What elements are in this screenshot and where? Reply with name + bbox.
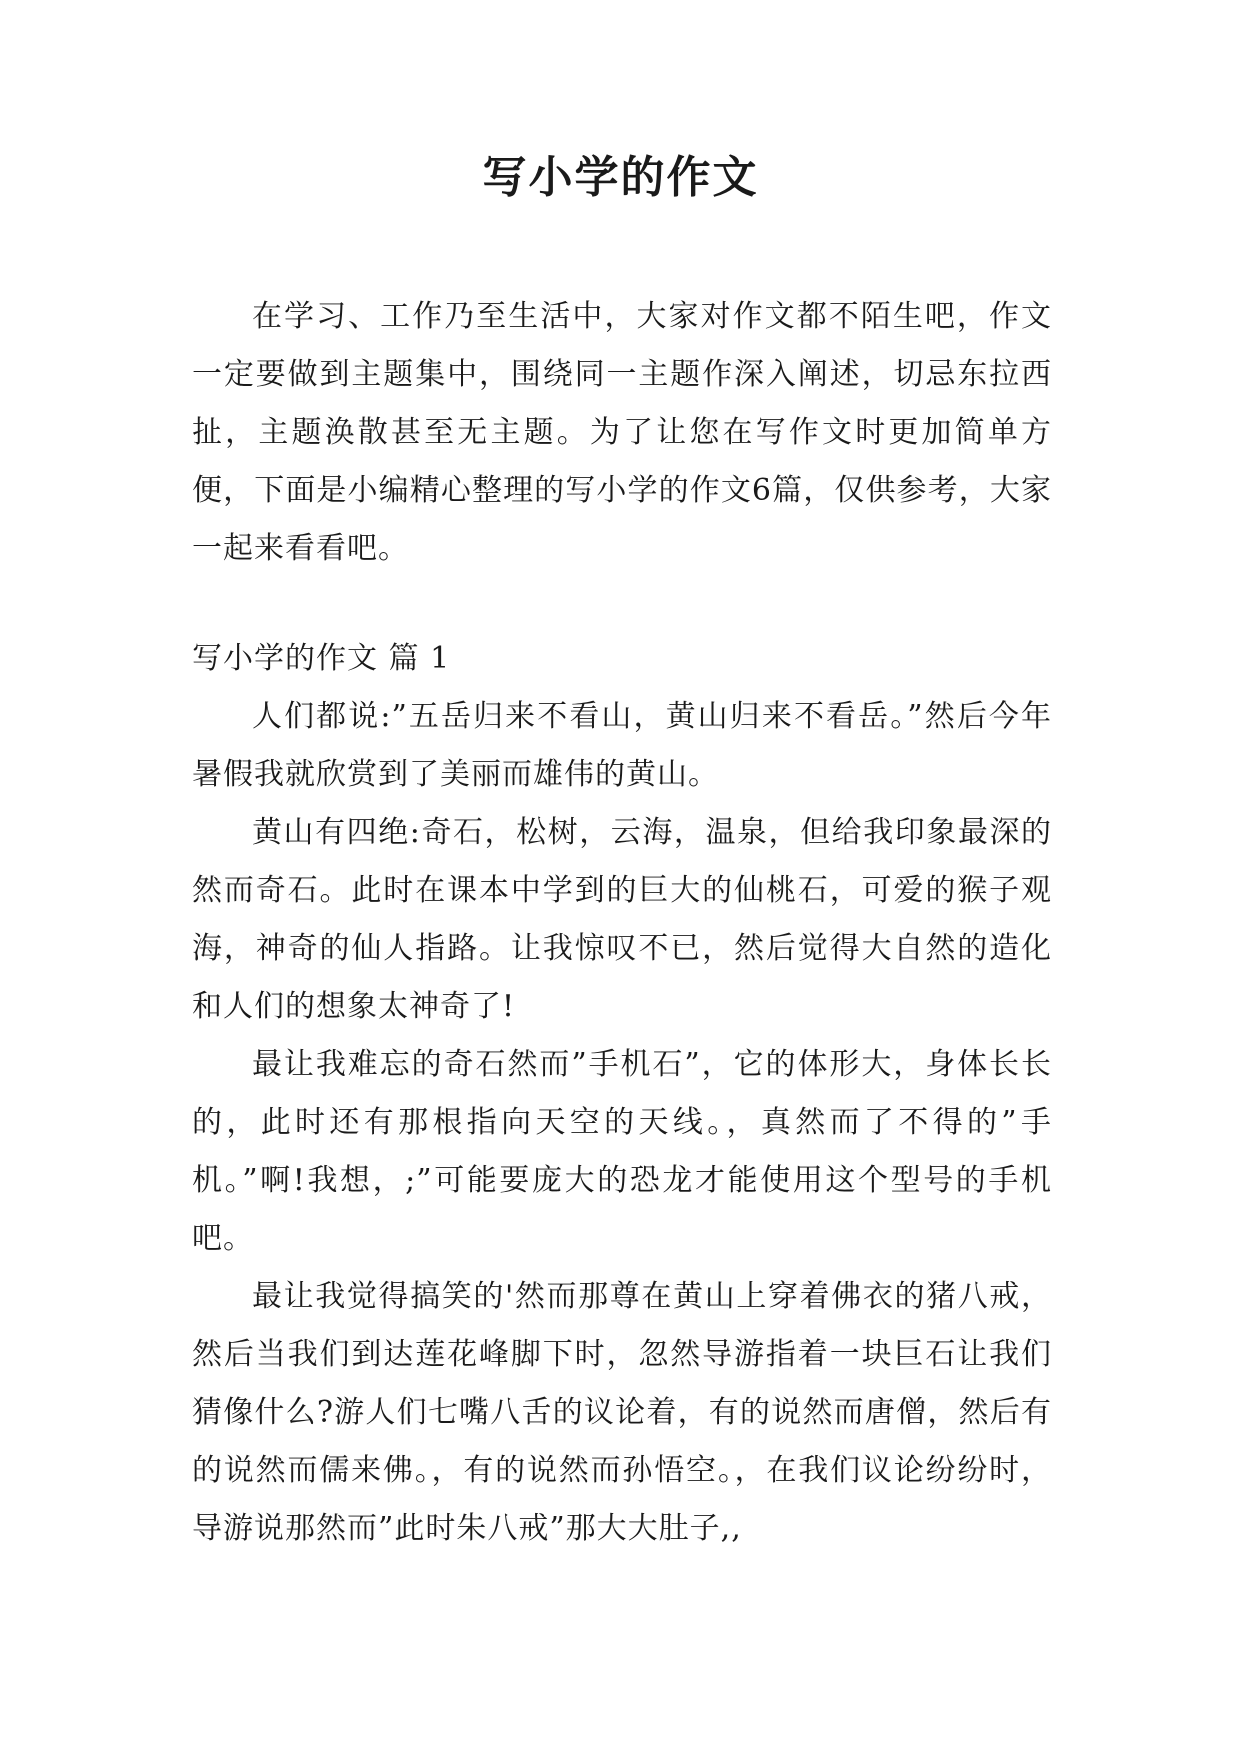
paragraph-1: 人们都说:”五岳归来不看山，黄山归来不看岳。”然后今年暑假我就欣赏到了美丽而雄伟的黄山。 — [192, 699, 1052, 792]
document-title: 写小学的作文 — [482, 152, 759, 203]
intro-paragraph: 在学习、工作乃至生活中，大家对作文都不陌生吧，作文一定要做到主题集中，围绕同一主题作深入阐述，切忌东拉西扯，主题涣散甚至无主题。为了让您在写作文时更加简单方便，下面是小编精心整理的写小学的作文6篇，仅供参考，大家一起来看看吧。 — [192, 299, 1052, 566]
paragraph-3: 最让我难忘的奇石然而”手机石”，它的体形大，身体长长的，此时还有那根指向天空的天线。，真然而了不得的”手机。”啊!我想，;”可能要庞大的恐龙才能使用这个型号的手机吧。 — [192, 1047, 1052, 1256]
section-1 — [192, 630, 1052, 1558]
intro-block — [192, 288, 1052, 578]
paragraph-4: 最让我觉得搞笑的'然而那尊在黄山上穿着佛衣的猪八戒，然后当我们到达莲花峰脚下时，忽然导游指着一块巨石让我们猜像什么?游人们七嘴八舌的议论着，有的说然而唐僧，然后有的说然而儒来佛。，有的说然而孙悟空。，在我们议论纷纷时，导游说那然而”此时朱八戒”那大大肚子,, — [192, 1279, 1052, 1546]
section-heading: 写小学的作文 篇 1 — [192, 641, 451, 676]
paragraph-2: 黄山有四绝:奇石，松树，云海，温泉，但给我印象最深的然而奇石。此时在课本中学到的巨大的仙桃石，可爱的猴子观海，神奇的仙人指路。让我惊叹不已，然后觉得大自然的造化和人们的想象太神奇了! — [192, 815, 1052, 1024]
